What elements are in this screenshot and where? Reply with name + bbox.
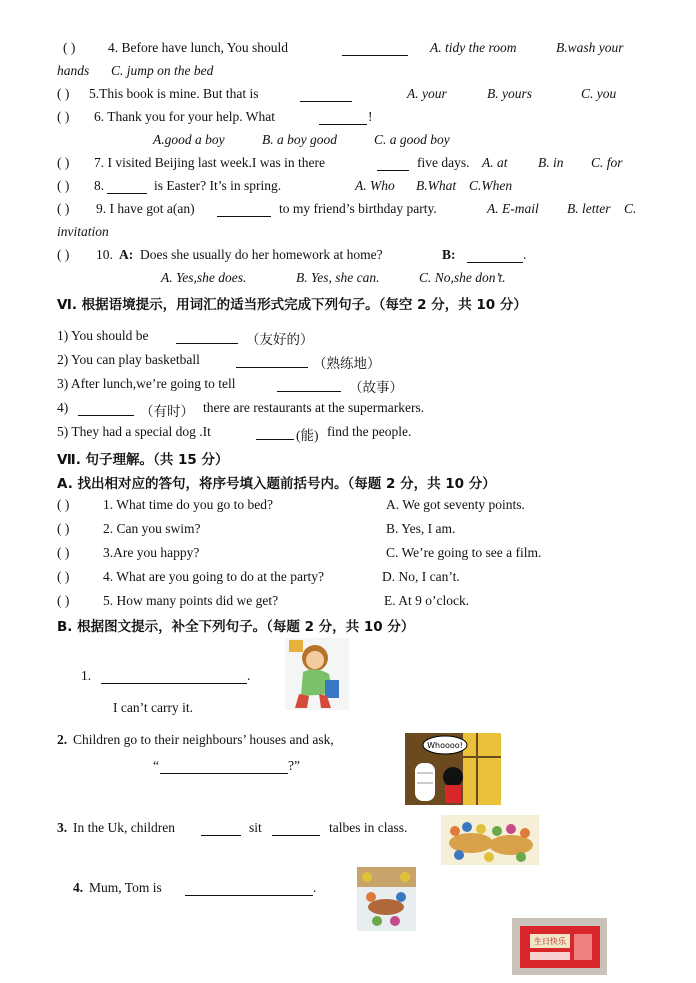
answer-bracket[interactable]: ( )	[57, 155, 70, 170]
option-b: B. letter	[567, 201, 611, 216]
option-b: B. a boy good	[262, 132, 337, 147]
speaker-a: A:	[119, 247, 134, 262]
b4-number: 4.	[73, 880, 84, 895]
answer-bracket[interactable]: ( )	[57, 109, 70, 124]
speech-bubble-text: Whoooo!	[427, 741, 463, 750]
option-c: C.	[624, 201, 637, 216]
b3-answer-blank-1[interactable]	[201, 824, 241, 836]
speaker-b: B:	[442, 247, 456, 262]
answer-bracket[interactable]: ( )	[57, 247, 70, 262]
answer-bracket[interactable]: ( )	[57, 521, 70, 536]
item-text: 4)	[57, 400, 69, 415]
halloween-illustration	[405, 733, 501, 805]
match-answer: B. Yes, I am.	[386, 521, 456, 536]
answer-blank[interactable]	[217, 205, 271, 217]
answer-bracket[interactable]: ( )	[57, 497, 70, 512]
option-c: C. a good boy	[374, 132, 450, 147]
b3-text: In the Uk, children	[73, 820, 175, 835]
question-tail: five days.	[417, 155, 470, 170]
question-text: 6. Thank you for your help. What	[94, 109, 275, 124]
item-hint: （熟练地）	[313, 356, 381, 371]
item-hint: （故事）	[349, 380, 403, 395]
answer-blank[interactable]	[300, 90, 352, 102]
option-b: B. Yes, she can.	[296, 270, 380, 285]
b1-dot: .	[247, 668, 251, 683]
b2-answer-blank[interactable]	[160, 762, 288, 774]
answer-bracket[interactable]: ( )	[63, 40, 76, 55]
section-7-title: Ⅶ. 句子理解。（共 15 分）	[57, 452, 229, 468]
item-hint: （友好的）	[246, 332, 314, 347]
option-a: A. E-mail	[487, 201, 539, 216]
b4-text: Mum, Tom is	[89, 880, 162, 895]
answer-blank[interactable]	[277, 380, 341, 392]
b3-number: 3.	[57, 820, 68, 835]
classroom-illustration	[441, 815, 539, 865]
answer-blank[interactable]	[319, 113, 367, 125]
birthday-card-picture	[512, 918, 607, 975]
match-answer: A. We got seventy points.	[386, 497, 525, 512]
match-answer: E. At 9 o’clock.	[384, 593, 470, 608]
b1-picture	[285, 638, 349, 710]
option-c: C.When	[469, 178, 513, 193]
b2-open-quote: “	[153, 758, 159, 773]
b1-number: 1.	[81, 668, 92, 683]
option-c: C. jump on the bed	[111, 63, 214, 78]
question-tail: to my friend’s birthday party.	[279, 201, 437, 216]
option-b-cont: hands	[57, 63, 90, 78]
option-c-cont: invitation	[57, 224, 109, 239]
b3-picture	[441, 815, 539, 865]
answer-bracket[interactable]: ( )	[57, 178, 70, 193]
item-text-post: there are restaurants at the supermarkers.	[203, 400, 425, 415]
answer-blank[interactable]	[107, 182, 147, 194]
b3-text-tail: talbes in class.	[329, 820, 408, 835]
b4-picture	[357, 867, 416, 931]
option-c: C. you	[581, 86, 617, 101]
b2-number: 2.	[57, 732, 68, 747]
option-b: B. in	[538, 155, 564, 170]
option-a: A. Yes,she does.	[161, 270, 247, 285]
match-answer: D. No, I can’t.	[382, 569, 460, 584]
question-tail: .	[523, 247, 527, 262]
item-hint: (能)	[296, 428, 319, 443]
option-b: B.What	[416, 178, 457, 193]
option-b: B.wash your	[556, 40, 624, 55]
match-question: 3.Are you happy?	[103, 545, 200, 560]
section-6-title: Ⅵ. 根据语境提示，用词汇的适当形式完成下列句子。（每空 2 分，共 10 分）	[57, 297, 527, 313]
answer-bracket[interactable]: ( )	[57, 201, 70, 216]
answer-blank[interactable]	[78, 404, 134, 416]
item-text: 5) They had a special dog .It	[57, 424, 211, 439]
answer-blank[interactable]	[377, 159, 409, 171]
option-a: A. Who	[355, 178, 395, 193]
item-text: 1) You should be	[57, 328, 149, 343]
answer-blank[interactable]	[236, 356, 308, 368]
match-question: 2. Can you swim?	[103, 521, 201, 536]
answer-blank[interactable]	[467, 251, 523, 263]
answer-bracket[interactable]: ( )	[57, 593, 70, 608]
answer-blank[interactable]	[176, 332, 238, 344]
item-text: 2) You can play basketball	[57, 352, 200, 367]
question-text: 5.This book is mine. But that is	[89, 86, 259, 101]
question-tail: !	[368, 109, 373, 124]
card-text: 生日快乐	[534, 937, 566, 946]
question-number: 8.	[94, 178, 105, 193]
answer-bracket[interactable]: ( )	[57, 545, 70, 560]
b2-text: Children go to their neighbours’ houses and ask,	[73, 732, 334, 747]
option-b: B. yours	[487, 86, 532, 101]
girl-carrying-bag-illustration	[285, 638, 349, 710]
question-text: 7. I visited Beijing last week.I was in there	[94, 155, 325, 170]
match-answer: C. We’re going to see a film.	[386, 545, 542, 560]
birthday-party-illustration	[357, 867, 416, 931]
part-b-title: B. 根据图文提示，补全下列句子。（每题 2 分，共 10 分）	[57, 619, 415, 635]
question-text: 4. Before have lunch, You should	[108, 40, 288, 55]
b2-picture	[405, 733, 501, 805]
option-a: A. your	[407, 86, 447, 101]
match-question: 5. How many points did we get?	[103, 593, 279, 608]
answer-blank[interactable]	[256, 428, 294, 440]
question-number: 10.	[96, 247, 113, 262]
answer-blank[interactable]	[342, 44, 408, 56]
item-hint: （有时）	[140, 404, 194, 419]
b4-dot: .	[313, 880, 317, 895]
part-a-title: A. 找出相对应的答句，将序号填入题前括号内。（每题 2 分，共 10 分）	[57, 476, 496, 492]
option-a: A. tidy the room	[430, 40, 517, 55]
b3-text-mid: sit	[249, 820, 262, 835]
answer-bracket[interactable]: ( )	[57, 86, 70, 101]
question-text: 9. I have got a(an)	[96, 201, 195, 216]
question-text: is Easter? It’s in spring.	[154, 178, 282, 193]
b1-subtext: I can’t carry it.	[113, 700, 193, 715]
answer-bracket[interactable]: ( )	[57, 569, 70, 584]
option-c: C. No,she don’t.	[419, 270, 506, 285]
option-c: C. for	[591, 155, 623, 170]
match-question: 1. What time do you go to bed?	[103, 497, 273, 512]
item-text: 3) After lunch,we’re going to tell	[57, 376, 236, 391]
b2-close-quote: ?”	[288, 758, 300, 773]
option-a: A. at	[482, 155, 508, 170]
b1-answer-blank[interactable]	[101, 672, 247, 684]
birthday-card-illustration	[512, 918, 607, 975]
match-question: 4. What are you going to do at the party?	[103, 569, 324, 584]
question-text: Does she usually do her homework at home?	[140, 247, 383, 262]
b4-answer-blank[interactable]	[185, 884, 313, 896]
b3-answer-blank-2[interactable]	[272, 824, 320, 836]
option-a: A.good a boy	[153, 132, 225, 147]
item-text-post: find the people.	[327, 424, 412, 439]
